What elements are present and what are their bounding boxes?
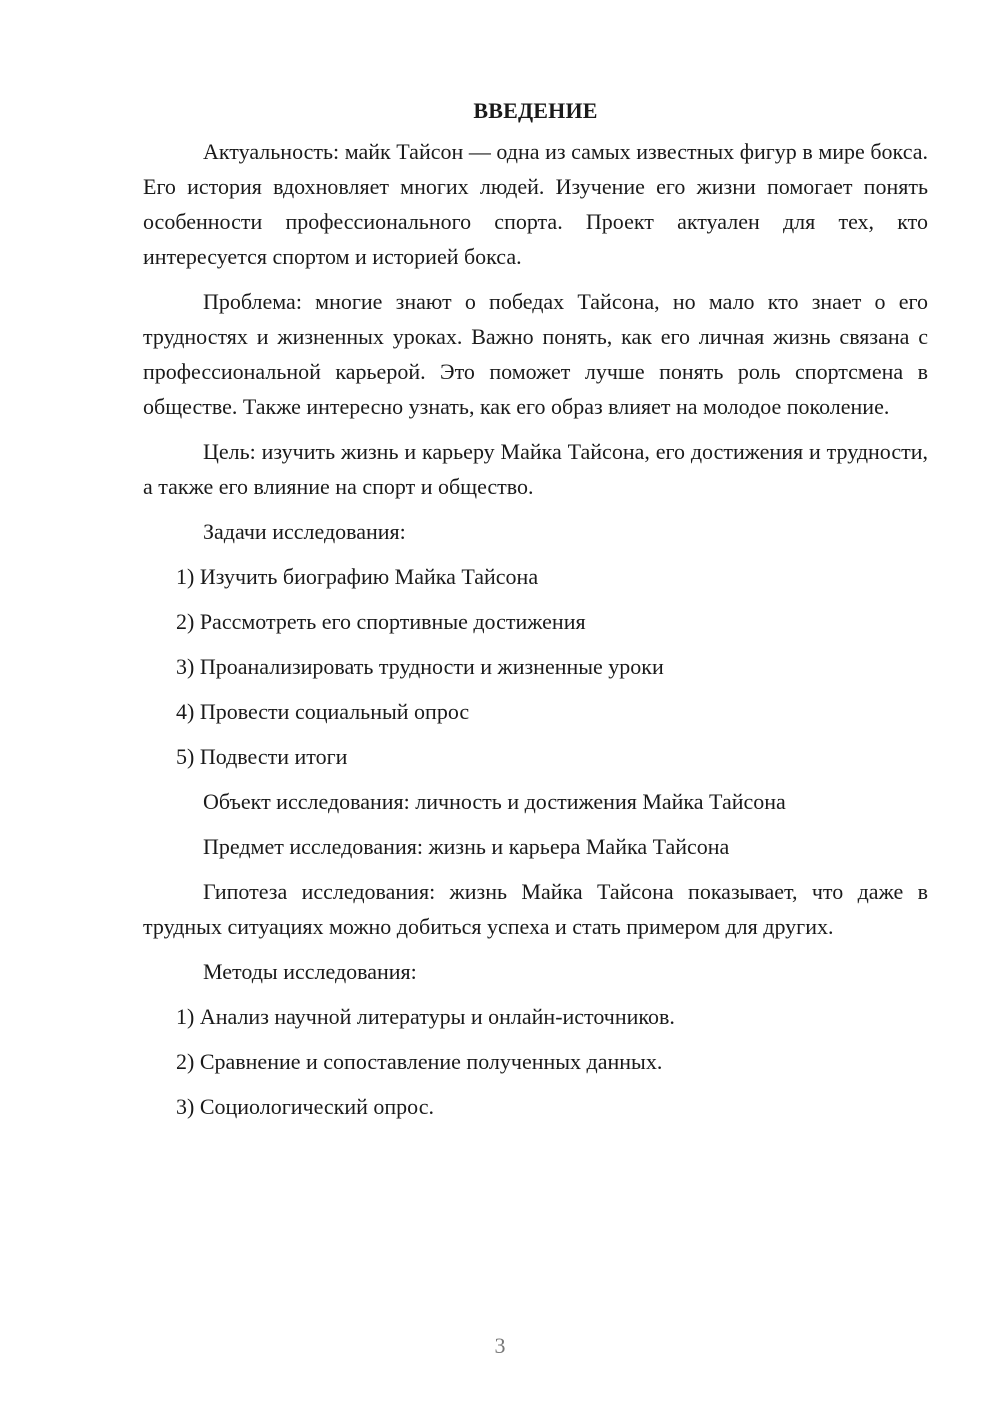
- task-item: 2) Рассмотреть его спортивные достижения: [176, 609, 586, 634]
- page-number: 3: [494, 1333, 506, 1358]
- hypothesis-paragraph: Гипотеза исследования: жизнь Майка Тайсона показывает, что даже в трудных ситуациях можно добиться успеха и стать примером для других.: [143, 879, 928, 939]
- task-item: 1) Изучить биографию Майка Тайсона: [176, 564, 539, 589]
- goal-paragraph: Цель: изучить жизнь и карьеру Майка Тайсона, его достижения и трудности, а также его влияние на спорт и общество.: [143, 439, 928, 499]
- task-item: 4) Провести социальный опрос: [176, 699, 470, 724]
- method-item: 1) Анализ научной литературы и онлайн-источников.: [176, 1004, 675, 1029]
- method-item: 2) Сравнение и сопоставление полученных данных.: [176, 1049, 663, 1074]
- tasks-list: [143, 559, 928, 774]
- page-content: [143, 96, 928, 1134]
- section-title: ВВЕДЕНИЕ: [473, 98, 598, 123]
- methods-heading: Методы исследования:: [203, 959, 417, 984]
- task-item: 3) Проанализировать трудности и жизненные уроки: [176, 654, 664, 679]
- problem-paragraph: Проблема: многие знают о победах Тайсона, но мало кто знает о его трудностях и жизненных уроках. Важно понять, как его личная жизнь связана с профессиональной карьерой. Это поможет лучше понять роль спортсмена в обществе. Также интересно узнать, как его образ влияет на молодое поколение.: [143, 289, 928, 419]
- methods-list: [143, 999, 928, 1124]
- subject-line: Предмет исследования: жизнь и карьера Майка Тайсона: [203, 834, 730, 859]
- method-item: 3) Социологический опрос.: [176, 1094, 434, 1119]
- object-line: Объект исследования: личность и достижения Майка Тайсона: [203, 789, 786, 814]
- tasks-heading: Задачи исследования:: [203, 519, 406, 544]
- task-item: 5) Подвести итоги: [176, 744, 348, 769]
- relevance-paragraph: Актуальность: майк Тайсон — одна из самых известных фигур в мире бокса. Его история вдохновляет многих людей. Изучение его жизни помогает понять особенности профессионального спорта. Проект актуален для тех, кто интересуется спортом и историей бокса.: [143, 139, 928, 269]
